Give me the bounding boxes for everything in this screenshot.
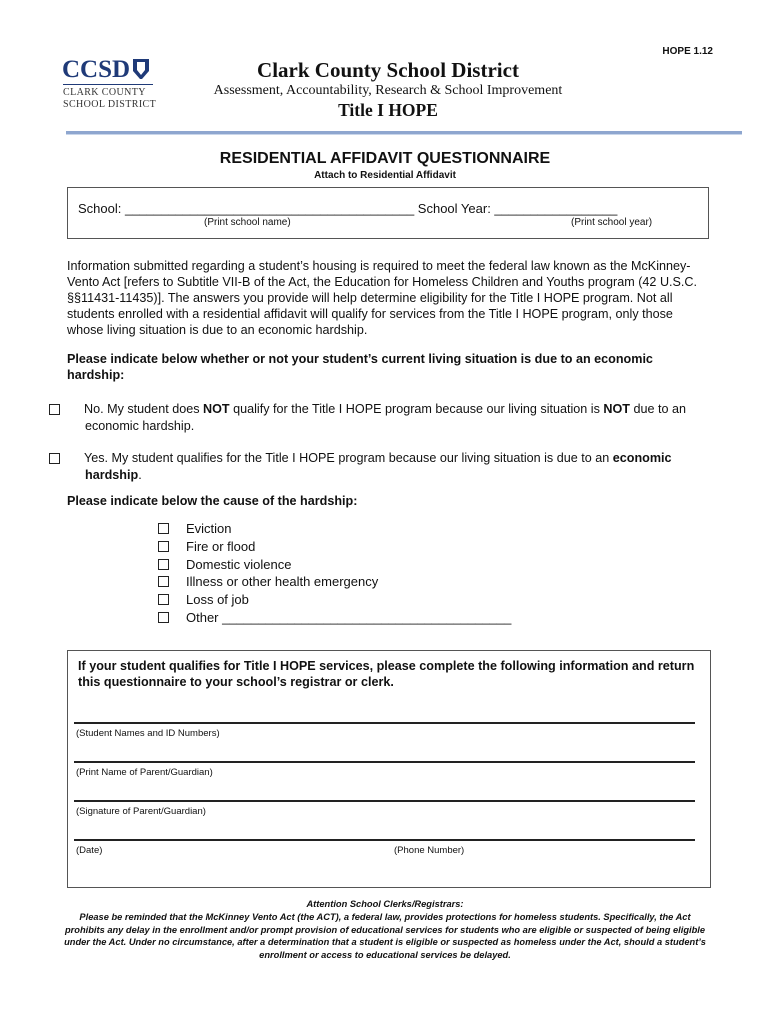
cause-label: Other ________________________________________: [186, 609, 512, 625]
checkbox-no[interactable]: [67, 401, 84, 418]
option-yes-text-1: Yes. My student qualifies for the Title I HOPE program because our living situation is due to an: [84, 451, 613, 465]
student-names-line[interactable]: [74, 722, 695, 724]
checkbox-yes[interactable]: [67, 450, 84, 467]
guardian-info-box: [67, 650, 711, 888]
logo-divider: [63, 84, 153, 85]
option-no-bold-1: NOT: [203, 402, 230, 416]
cause-item-fire[interactable]: [158, 538, 511, 556]
option-no[interactable]: [67, 401, 709, 434]
cause-label: Illness or other health emergency: [186, 574, 379, 590]
hardship-question: Please indicate below whether or not your student’s current living situation is due to an economic hardship:: [67, 352, 653, 382]
cause-label: Domestic violence: [186, 556, 292, 572]
school-name-field[interactable]: School: ________________________________________: [78, 201, 415, 216]
checkbox-domestic-violence[interactable]: [158, 556, 186, 573]
footer-notice: Please be reminded that the McKinney Vento Act (the ACT), a federal law, provides protections for homeless students. Specifically, the Act prohibits any delay in the enrollment and/or prompt provision of educational services for students who are eligible or suspected of being eligible under the Act. Under no circumstance, after a determination that a student is eligible or suspected as homeless under the Act, should a student’s enrollment or access to educational services be delayed.: [64, 912, 706, 960]
logo-line-1: CLARK COUNTY: [63, 87, 146, 98]
option-no-text-3: due to an economic hardship.: [85, 402, 687, 433]
parent-name-line[interactable]: [74, 761, 695, 763]
checkbox-illness[interactable]: [158, 573, 186, 590]
nevada-state-icon: [131, 58, 151, 80]
cause-question: Please indicate below the cause of the hardship:: [67, 494, 358, 508]
page-title: RESIDENTIAL AFFIDAVIT QUESTIONNAIRE: [219, 150, 551, 167]
cause-list: [158, 520, 511, 627]
logo-main-text: CCSD: [62, 56, 131, 83]
school-year-hint: (Print school year): [571, 217, 653, 228]
option-no-text-2: qualify for the Title I HOPE program because our living situation is: [229, 402, 604, 416]
checkbox-other[interactable]: [158, 609, 186, 626]
option-yes[interactable]: [67, 450, 709, 483]
signature-line[interactable]: [74, 800, 695, 802]
checkbox-eviction[interactable]: [158, 520, 186, 537]
cause-item-domestic-violence[interactable]: [158, 556, 511, 574]
school-name-hint: (Print school name): [204, 217, 291, 228]
cause-item-loss-of-job[interactable]: [158, 591, 511, 609]
cause-label: Fire or flood: [186, 538, 256, 554]
school-info-box: [67, 187, 709, 239]
student-names-label: (Student Names and ID Numbers): [76, 728, 220, 739]
district-name: Clark County School District: [257, 58, 519, 82]
cause-item-eviction[interactable]: [158, 520, 511, 538]
header-divider: [66, 131, 742, 135]
option-no-bold-2: NOT: [603, 402, 630, 416]
cause-item-illness[interactable]: [158, 573, 511, 591]
date-phone-line[interactable]: [74, 839, 695, 841]
option-yes-bold: economic hardship: [85, 451, 672, 482]
checkbox-fire[interactable]: [158, 538, 186, 555]
form-code: HOPE 1.12: [662, 46, 713, 57]
signature-label: (Signature of Parent/Guardian): [76, 806, 206, 817]
logo-line-2: SCHOOL DISTRICT: [63, 99, 157, 110]
date-label: (Date): [76, 845, 103, 856]
department-name: Assessment, Accountability, Research & School Improvement: [213, 83, 563, 98]
cause-label: Eviction: [186, 521, 232, 536]
ccsd-logo: [62, 57, 157, 115]
page-subtitle: Attach to Residential Affidavit: [314, 170, 456, 181]
checkbox-loss-of-job[interactable]: [158, 591, 186, 608]
footer-heading: Attention School Clerks/Registrars:: [306, 899, 464, 909]
school-year-field[interactable]: School Year: _________________: [417, 201, 618, 216]
info-box-heading: If your student qualifies for Title I HOPE services, please complete the following information and return this questionnaire to your school’s registrar or clerk.: [78, 659, 695, 689]
school-line: [78, 201, 617, 216]
option-yes-text-2: .: [138, 468, 142, 482]
phone-label: (Phone Number): [394, 845, 465, 856]
parent-name-label: (Print Name of Parent/Guardian): [76, 767, 213, 778]
program-name: Title I HOPE: [338, 100, 438, 120]
option-no-text-1: No. My student does: [84, 402, 204, 416]
cause-item-other[interactable]: [158, 609, 511, 627]
cause-label: Loss of job: [186, 592, 249, 608]
intro-paragraph: Information submitted regarding a student’s housing is required to meet the federal law known as the McKinney-Vento Act [refers to Subtitle VII-B of the Act, the Education for Homeless Children and Youths program (42 U.S.C. §§11431-11435)]. The answers you provide will help determine eligibility for the Title I HOPE program. Not all students enrolled with a residential affidavit will qualify for services from the Title I HOPE program, only those whose living situation is due to an economic hardship.: [67, 259, 698, 337]
